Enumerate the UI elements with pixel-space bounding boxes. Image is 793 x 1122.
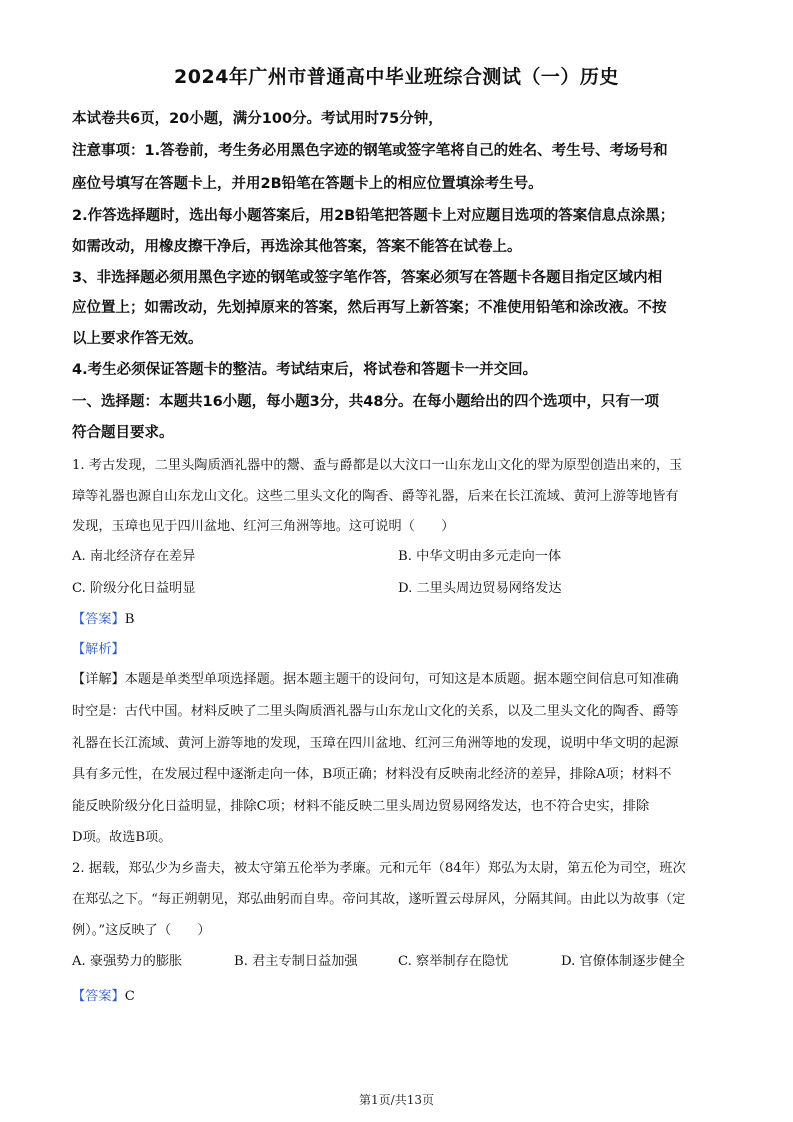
instruction-line: 2.作答选择题时，选出每小题答案后，用2B铅笔把答题卡上对应题目选项的答案信息点涂黑； <box>72 208 675 224</box>
instruction-line: 4.考生必须保证答题卡的整洁。考试结束后，将试卷和答题卡一并交回。 <box>72 362 538 378</box>
section-heading: 一、选择题：本题共16小题，每小题3分，共48分。在每小题给出的四个选项中，只有一项 <box>72 394 659 410</box>
section-heading: 符合题目要求。 <box>72 425 174 441</box>
option-b: B. 君主专制日益加强 <box>234 954 358 969</box>
option-d: D. 官僚体制逐步健全 <box>561 954 685 969</box>
instruction-line: 座位号填写在答题卡上，并用2B铅笔在答题卡上的相应位置填涂考生号。 <box>72 176 543 192</box>
analysis-tag: 【解析】 <box>72 642 125 657</box>
question-stem: 1. 考古发现，二里头陶质酒礼器中的鬶、盉与爵都是以大汶口一山东龙山文化的斝为原型创造出来的，玉 <box>72 458 683 473</box>
instruction-line: 本试卷共6页，20小题，满分100分。考试用时75分钟， <box>72 111 443 127</box>
option-b: B. 中华文明由多元走向一体 <box>398 549 562 564</box>
answer-line <box>72 608 134 627</box>
detail-tag: 【详解】 <box>72 672 125 687</box>
option-c: C. 阶级分化日益明显 <box>72 581 196 596</box>
answer-tag: 【答案】 <box>72 612 125 627</box>
instruction-line: 注意事项：1.答卷前，考生务必用黑色字迹的钢笔或签字笔将自己的姓名、考生号、考场号和 <box>72 143 668 159</box>
question-stem: 发现，玉璋也见于四川盆地、红河三角洲等地。这可说明（ ） <box>72 519 455 534</box>
detail-line: 礼器在长江流域、黄河上游等地的发现，玉璋在四川盆地、红河三角洲等地的发现，说明中华文明的起源 <box>72 736 679 751</box>
answer-value: C <box>124 989 135 1004</box>
instruction-line: 以上要求作答无效。 <box>72 331 203 347</box>
option-c: C. 察举制存在隐忧 <box>398 954 509 969</box>
answer-tag: 【答案】 <box>72 989 125 1004</box>
detail-line: 时空是：古代中国。材料反映了二里头陶质酒礼器与山东龙山文化的关系，以及二里头文化的陶香、爵等 <box>72 704 679 719</box>
option-d: D. 二里头周边贸易网络发达 <box>398 581 562 596</box>
detail-text: 本题是单类型单项选择题。据本题主题干的设问句，可知这是本质题。据本题空间信息可知准确 <box>124 672 679 687</box>
question-stem: 例）。”这反映了（ ） <box>72 923 211 938</box>
option-a: A. 豪强势力的膨胀 <box>72 954 183 969</box>
detail-line: D项。故选B项。 <box>72 830 172 845</box>
detail-line: 具有多元性，在发展过程中逐渐走向一体，B项正确；材料没有反映南北经济的差异，排除A项；材料不 <box>72 767 672 782</box>
instruction-line: 如需改动，用橡皮擦干净后，再选涂其他答案，答案不能答在试卷上。 <box>72 239 522 255</box>
answer-line <box>72 985 135 1004</box>
question-stem: 璋等礼器也源自山东龙山文化。这些二里头文化的陶香、爵等礼器，后来在长江流域、黄河上游等地皆有 <box>72 489 679 504</box>
instruction-line: 应位置上；如需改动，先划掉原来的答案，然后再写上新答案；不准使用铅笔和涂改液。不按 <box>72 300 667 316</box>
detail-line: 能反映阶级分化日益明显，排除C项；材料不能反映二里头周边贸易网络发达，也不符合史实，排除 <box>72 799 650 814</box>
option-a: A. 南北经济存在差异 <box>72 549 196 564</box>
detail-line <box>72 668 679 687</box>
question-stem: 在郑弘之下。“每正朔朝见，郑弘曲躬而自卑。帝问其故，遂听置云母屏风，分隔其间。由此以为故事（定 <box>72 892 686 907</box>
instruction-line: 3、非选择题必须用黑色字迹的钢笔或签字笔作答，答案必须写在答题卡各题目指定区域内相 <box>72 270 663 286</box>
answer-value: B <box>124 612 135 627</box>
page-footer: 第1页/共13页 <box>359 1093 434 1107</box>
page-title: 2024年广州市普通高中毕业班综合测试（一）历史 <box>174 66 619 88</box>
question-stem: 2. 据载，郑弘少为乡啬夫，被太守第五伦举为孝廉。元和元年（84年）郑弘为太尉，第五伦为司空，班次 <box>72 861 686 876</box>
